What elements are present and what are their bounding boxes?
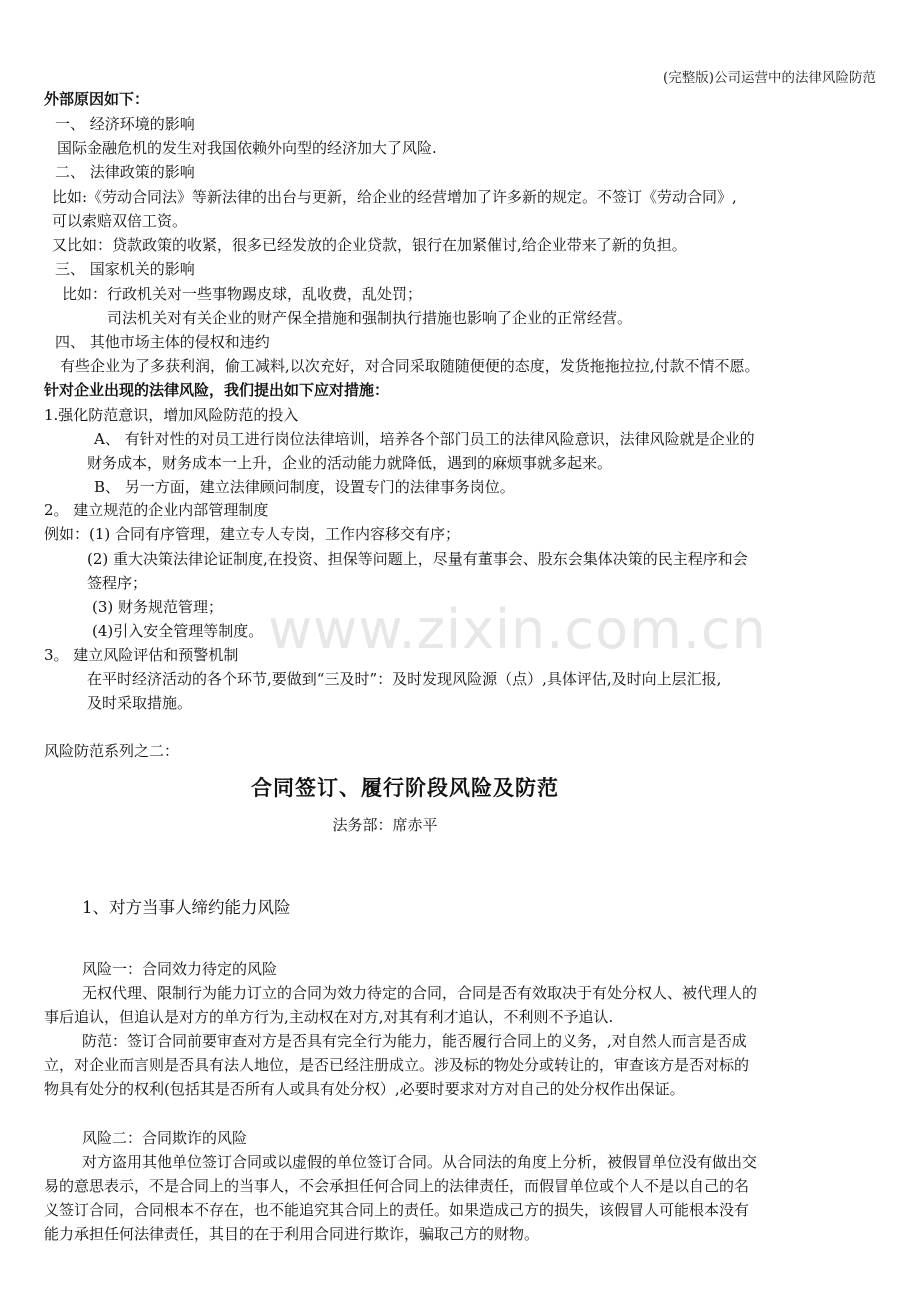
paragraph: 国际金融危机的发生对我国依赖外向型的经济加大了风险. bbox=[57, 139, 437, 157]
watermark: www.zixin.com.cn bbox=[268, 598, 767, 661]
paragraph: (4)引入安全管理等制度。 bbox=[92, 622, 264, 640]
paragraph: 及时采取措施。 bbox=[87, 694, 193, 712]
paragraph: 签程序； bbox=[87, 574, 148, 592]
paragraph: (2) 重大决策法律论证制度,在投资、担保等问题上，尽量有董事会、股东会集体决策的民主程序和会 bbox=[87, 550, 748, 568]
article-title: 合同签订、履行阶段风险及防范 bbox=[251, 776, 559, 800]
paragraph: 财务成本，财务成本一上升，企业的活动能力就降低，遇到的麻烦事就多起来。 bbox=[87, 454, 613, 472]
paragraph: 有些企业为了多获利润，偷工减料,以次充好，对合同采取随随便便的态度，发货拖拖拉拉,付款不情不愿。 bbox=[60, 357, 760, 375]
measure-2-title: 2。 建立规范的企业内部管理制度 bbox=[44, 501, 269, 519]
heading-countermeasures: 针对企业出现的法律风险，我们提出如下应对措施： bbox=[44, 381, 390, 399]
paragraph: 比如:《劳动合同法》等新法律的出台与更新，给企业的经营增加了许多新的规定。不签订《劳动合同》, bbox=[52, 188, 737, 206]
paragraph: (3) 财务规范管理； bbox=[92, 598, 224, 616]
paragraph: 防范：签订合同前要审查对方是否具有完全行为能力，能否履行合同上的义务，,对自然人而言是否成 bbox=[82, 1032, 747, 1050]
section-title: 1、对方当事人缔约能力风险 bbox=[82, 898, 291, 917]
paragraph: 对方盗用其他单位签订合同或以虚假的单位签订合同。从合同法的角度上分析，被假冒单位没有做出交 bbox=[82, 1153, 758, 1171]
paragraph: 在平时经济活动的各个环节,要做到“三及时”：及时发现风险源（点）,具体评估,及时向上层汇报, bbox=[87, 670, 722, 688]
paragraph: 物具有处分的权利(包括其是否所有人或具有处分权）,必要时要求对方对自己的处分权作出保证。 bbox=[44, 1080, 685, 1098]
item-1-title: 一、 经济环境的影响 bbox=[55, 115, 195, 133]
paragraph: 能力承担任何法律责任，其目的在于利用合同进行欺诈，骗取己方的财物。 bbox=[44, 1225, 540, 1243]
paragraph: 无权代理、限制行为能力订立的合同为效力待定的合同，合同是否有效取决于有处分权人、被代理人的 bbox=[82, 984, 758, 1002]
paragraph: B、 另一方面，建立法律顾问制度，设置专门的法律事务岗位。 bbox=[94, 478, 515, 496]
item-2-title: 二、 法律政策的影响 bbox=[55, 163, 195, 181]
measure-3-title: 3。 建立风险评估和预警机制 bbox=[44, 646, 239, 664]
item-4-title: 四、 其他市场主体的侵权和违约 bbox=[55, 333, 270, 351]
paragraph: 义签订合同，合同根本不存在，也不能追究其合同上的责任。如果造成己方的损失，该假冒人可能根本没有 bbox=[44, 1201, 750, 1219]
paragraph: 易的意思表示，不是合同上的当事人，不会承担任何合同上的法律责任，而假冒单位或个人不是以自己的名 bbox=[44, 1177, 750, 1195]
item-3-title: 三、 国家机关的影响 bbox=[55, 260, 195, 278]
paragraph: 立，对企业而言则是否具有法人地位，是否已经注册成立。涉及标的物处分或转让的，审查该方是否对标的 bbox=[44, 1056, 750, 1074]
paragraph: 又比如：贷款政策的收紧，很多已经发放的企业贷款，银行在加紧催讨,给企业带来了新的负担。 bbox=[52, 236, 687, 254]
page-header: (完整版)公司运营中的法律风险防范 bbox=[662, 70, 876, 86]
paragraph: 事后追认，但追认是对方的单方行为,主动权在对方,对其有利才追认，不利则不予追认. bbox=[44, 1008, 614, 1026]
risk-1-title: 风险一：合同效力待定的风险 bbox=[82, 960, 278, 978]
article-author: 法务部：席赤平 bbox=[332, 816, 438, 834]
paragraph: 司法机关对有关企业的财产保全措施和强制执行措施也影响了企业的正常经营。 bbox=[107, 309, 633, 327]
paragraph: 可以索赔双倍工资。 bbox=[52, 212, 188, 230]
risk-2-title: 风险二：合同欺诈的风险 bbox=[82, 1129, 248, 1147]
paragraph: 例如：(1) 合同有序管理，建立专人专岗，工作内容移交有序； bbox=[44, 525, 461, 543]
paragraph: 比如：行政机关对一些事物踢皮球，乱收费，乱处罚； bbox=[62, 285, 423, 303]
series-label: 风险防范系列之二： bbox=[44, 742, 180, 760]
measure-1-title: 1.强化防范意识，增加风险防范的投入 bbox=[44, 406, 299, 424]
paragraph: A、 有针对性的对员工进行岗位法律培训，培养各个部门员工的法律风险意识，法律风险就是企业的 bbox=[94, 430, 755, 448]
heading-external-causes: 外部原因如下： bbox=[44, 90, 150, 108]
